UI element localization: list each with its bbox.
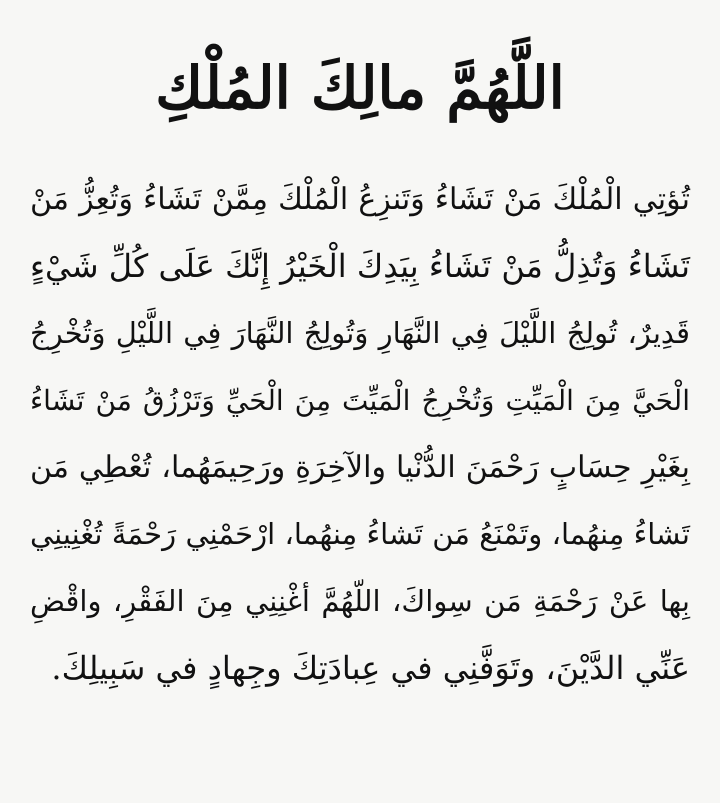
text-line: الْحَيَّ مِنَ الْمَيِّتِ وَتُخْرِجُ الْمَيِّتَ مِنَ الْحَيِّ وَتَرْزُقُ مَنْ تَشَاءُ	[30, 384, 690, 417]
text-line: بِها عَنْ رَحْمَةِ مَن سِواكَ، اللّهُمَّ أغْنِنِي مِنَ الفَقْرِ، واقْضِ	[30, 584, 690, 618]
text-line: تَشَاءُ وَتُذِلُّ مَنْ تَشَاءُ بِيَدِكَ الْخَيْرُ إِنَّكَ عَلَى كُلِّ شَيْءٍ	[30, 247, 690, 285]
text-line: بِغَيْرِ حِسَابٍ رَحْمَنَ الدُّنْيا والآخِرَةِ ورَحِيمَهُما، تُعْطِي مَن	[30, 450, 690, 485]
text-line: عَنِّي الدَّيْنَ، وتَوَفَّنِي في عِبادَتِكَ وجِهادٍ في سَبِيلِكَ.	[51, 649, 690, 687]
text-line: تُؤتِي الْمُلْكَ مَنْ تَشَاءُ وَتَنزِعُ الْمُلْكَ مِمَّنْ تَشَاءُ وَتُعِزُّ مَنْ	[30, 182, 690, 217]
prayer-text	[30, 166, 690, 702]
text-line: قَدِيرٌ، تُولِجُ اللَّيْلَ فِي النَّهَارِ وَتُولِجُ النَّهَارَ فِي اللَّيْلِ وَتُخْرِجُ	[30, 316, 690, 350]
text-line: تَشاءُ مِنهُما، وتَمْنَعُ مَن تَشاءُ مِنهُما، ارْحَمْنِي رَحْمَةً تُغْنِينِي	[30, 517, 690, 551]
page-title: اللَّهُمَّ مالِكَ المُلْكِ	[155, 54, 565, 122]
